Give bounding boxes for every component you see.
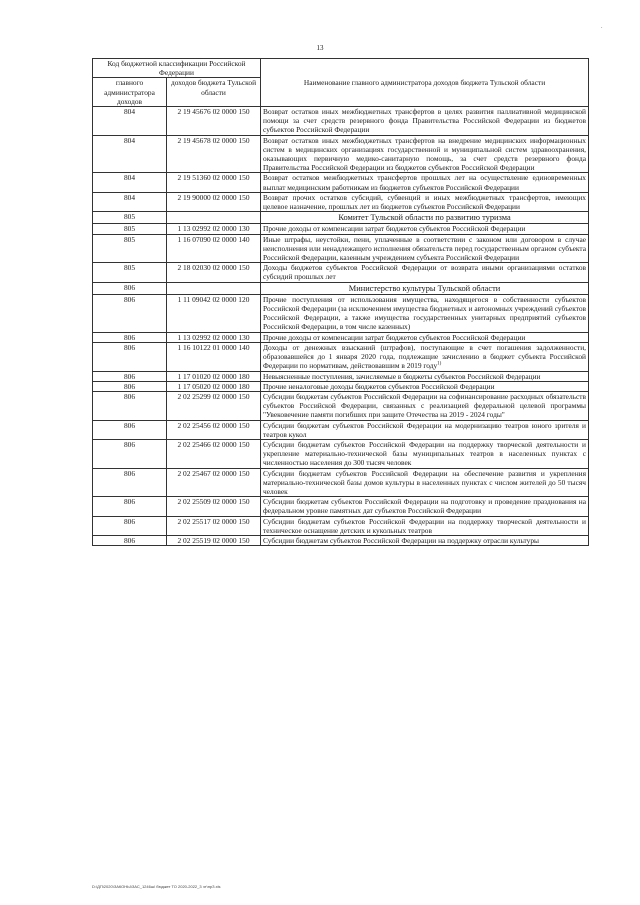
description-text: Субсидии бюджетам субъектов Российской Федерации на софинансирование расходных обязательств субъектов Российской Федерации, связанных с реализацией федеральной целевой программы "Увековечение памяти погибших при защите Отечества на 2019 - 2024 годы" bbox=[263, 391, 587, 420]
description-cell bbox=[261, 371, 589, 381]
income-code-cell: 1 13 02992 02 0000 130 bbox=[167, 332, 261, 342]
page-number: 13 bbox=[316, 44, 324, 52]
income-code-cell: 1 17 05020 02 0000 180 bbox=[167, 381, 261, 391]
table-row bbox=[93, 173, 589, 192]
income-code-cell: 2 02 25519 02 0000 150 bbox=[167, 535, 261, 545]
agency-header-row bbox=[93, 282, 589, 294]
scan-mark: . bbox=[601, 24, 603, 30]
table-row bbox=[93, 332, 589, 342]
description-cell bbox=[261, 263, 589, 282]
income-code-cell: 1 16 10122 01 0000 140 bbox=[167, 342, 261, 371]
income-code-cell: 1 13 02992 02 0000 130 bbox=[167, 224, 261, 234]
admin-code-cell: 806 bbox=[93, 516, 167, 535]
description-cell bbox=[261, 135, 589, 173]
description-cell bbox=[261, 391, 589, 420]
description-cell bbox=[261, 294, 589, 332]
table-row bbox=[93, 234, 589, 263]
table-row bbox=[93, 294, 589, 332]
agency-header-row bbox=[93, 212, 589, 224]
table-row bbox=[93, 420, 589, 439]
description-cell bbox=[261, 439, 589, 468]
admin-code-cell: 804 bbox=[93, 173, 167, 192]
admin-code-cell: 804 bbox=[93, 107, 167, 136]
admin-code-cell: 805 bbox=[93, 234, 167, 263]
table-row bbox=[93, 381, 589, 391]
admin-code-cell: 806 bbox=[93, 391, 167, 420]
admin-code-cell: 806 bbox=[93, 282, 167, 294]
file-path-footer: D:\ДП\2020\ЗАКОНЫ\ЗАС_1246ш\ бюджет ТО 2020-2022_3 чт\прЗ.xls bbox=[92, 884, 221, 889]
table-row bbox=[93, 468, 589, 497]
description-text: Прочие доходы от компенсации затрат бюджетов субъектов Российской Федерации bbox=[263, 332, 526, 342]
income-code-cell: 2 19 90000 02 0000 150 bbox=[167, 192, 261, 211]
description-text: Субсидии бюджетам субъектов Российской Федерации на поддержку творческой деятельности и укрепление материально-технической базы муниципальных театров в населенных пунктах с численностью населения до 300 тысяч человек bbox=[263, 439, 587, 468]
income-code-cell: 1 17 01020 02 0000 180 bbox=[167, 371, 261, 381]
table-row bbox=[93, 516, 589, 535]
admin-code-cell: 806 bbox=[93, 332, 167, 342]
description-text: Прочие доходы от компенсации затрат бюджетов субъектов Российской Федерации bbox=[263, 224, 526, 234]
table-row bbox=[93, 342, 589, 371]
income-code-cell: 1 11 09042 02 0000 120 bbox=[167, 294, 261, 332]
description-cell bbox=[261, 468, 589, 497]
description-text: Возврат остатков иных межбюджетных трансфертов на внедрение медицинских информационных систем в медицинских организациях государственной и муниципальной систем здравоохранения, оказывающих первичную медико-санитарную помощь, за счет средств резервного фонда Правительства Российской Федерации из бюджетов субъектов Российской Федерации bbox=[263, 135, 587, 173]
description-text: Доходы бюджетов субъектов Российской Федерации от возврата иными организациями остатков субсидий прошлых лет bbox=[263, 263, 587, 282]
description-text: Доходы от денежных взысканий (штрафов), поступающие в счет погашения задолженности, образовавшейся до 1 января 2020 года, подлежащие зачислению в бюджет субъекта Российской Федерации по нормативам, действовавшим в 2019 году bbox=[263, 342, 587, 371]
table-row bbox=[93, 535, 589, 545]
header-code-title: Код бюджетной классификации Российской Федерации bbox=[93, 59, 261, 78]
income-code-cell bbox=[167, 212, 261, 224]
income-code-cell bbox=[167, 282, 261, 294]
admin-code-cell: 806 bbox=[93, 497, 167, 516]
description-text: Возврат остатков иных межбюджетных трансфертов в целях развития паллиативной медицинской помощи за счет средств резервного фонда Правительства Российской Федерации из бюджетов субъектов Российской Федерации bbox=[263, 107, 587, 135]
revenue-admin-table bbox=[92, 58, 589, 546]
table-row bbox=[93, 497, 589, 516]
description-text: Невыясненные поступления, зачисляемые в бюджеты субъектов Российской Федерации bbox=[263, 371, 541, 381]
description-cell bbox=[261, 224, 589, 234]
agency-name-cell bbox=[261, 282, 589, 294]
admin-code-cell: 805 bbox=[93, 224, 167, 234]
description-text: Комитет Тульской области по развитию туризма bbox=[338, 213, 511, 223]
description-text: Министерство культуры Тульской области bbox=[348, 283, 501, 293]
agency-name-cell bbox=[261, 212, 589, 224]
income-code-cell: 2 02 25467 02 0000 150 bbox=[167, 468, 261, 497]
description-cell bbox=[261, 535, 589, 545]
table-row bbox=[93, 263, 589, 282]
admin-code-cell: 805 bbox=[93, 212, 167, 224]
income-code-cell: 2 02 25509 02 0000 150 bbox=[167, 497, 261, 516]
description-cell bbox=[261, 234, 589, 263]
description-text: Субсидии бюджетам субъектов Российской Федерации на подготовку и проведение празднования на федеральном уровне памятных дат субъектов Российской Федерации bbox=[263, 497, 587, 516]
admin-code-cell: 806 bbox=[93, 439, 167, 468]
admin-code-cell: 804 bbox=[93, 135, 167, 173]
table-body bbox=[93, 107, 589, 546]
admin-code-cell: 806 bbox=[93, 381, 167, 391]
description-cell bbox=[261, 381, 589, 391]
description-cell bbox=[261, 342, 589, 371]
table-row bbox=[93, 107, 589, 136]
description-cell bbox=[261, 332, 589, 342]
header-admin-column: главного администратора доходов bbox=[93, 78, 167, 107]
header-income-column: доходов бюджета Тульской области bbox=[167, 78, 261, 107]
admin-code-cell: 806 bbox=[93, 294, 167, 332]
income-code-cell: 2 02 25299 02 0000 150 bbox=[167, 391, 261, 420]
header-name-column: Наименование главного администратора доходов бюджета Тульской области bbox=[261, 59, 589, 107]
description-text: Возврат остатков межбюджетных трансфертов прошлых лет на осуществление единовременных выплат медицинским работникам из бюджетов субъектов Российской Федерации bbox=[263, 173, 587, 192]
table-row bbox=[93, 391, 589, 420]
admin-code-cell: 806 bbox=[93, 342, 167, 371]
income-code-cell: 1 16 07090 02 0000 140 bbox=[167, 234, 261, 263]
description-cell bbox=[261, 192, 589, 211]
table-header-row bbox=[93, 59, 589, 78]
income-code-cell: 2 19 51360 02 0000 150 bbox=[167, 173, 261, 192]
table-row bbox=[93, 439, 589, 468]
income-code-cell: 2 02 25456 02 0000 150 bbox=[167, 420, 261, 439]
description-text: Субсидии бюджетам субъектов Российской Федерации на поддержку отрасли культуры bbox=[263, 535, 540, 545]
income-code-cell: 2 18 02030 02 0000 150 bbox=[167, 263, 261, 282]
description-cell bbox=[261, 173, 589, 192]
description-cell bbox=[261, 420, 589, 439]
admin-code-cell: 804 bbox=[93, 192, 167, 211]
description-text: Прочие поступления от использования имущества, находящегося в собственности субъектов Российской Федерации (за исключением имущества бюджетных и автономных учреждений субъектов Российской Федерации, а также имущества государственных унитарных предприятий субъектов Российской Федерации, в том числе казенных) bbox=[263, 294, 587, 332]
income-code-cell: 2 02 25466 02 0000 150 bbox=[167, 439, 261, 468]
table-row bbox=[93, 224, 589, 234]
admin-code-cell: 806 bbox=[93, 535, 167, 545]
admin-code-cell: 805 bbox=[93, 263, 167, 282]
income-code-cell: 2 19 45678 02 0000 150 bbox=[167, 135, 261, 173]
table-row bbox=[93, 192, 589, 211]
description-text: Возврат прочих остатков субсидий, субвенций и иных межбюджетных трансфертов, имеющих целевое назначение, прошлых лет из бюджетов субъектов Российской Федерации bbox=[263, 192, 587, 212]
description-text: Прочие неналоговые доходы бюджетов субъектов Российской Федерации bbox=[263, 381, 495, 391]
admin-code-cell: 806 bbox=[93, 371, 167, 381]
footnote-marker: 1) bbox=[437, 361, 442, 367]
description-text: Субсидии бюджетам субъектов Российской Федерации на модернизацию театров юного зрителя и театров кукол bbox=[263, 420, 587, 439]
admin-code-cell: 806 bbox=[93, 420, 167, 439]
description-cell bbox=[261, 516, 589, 535]
income-code-cell: 2 02 25517 02 0000 150 bbox=[167, 516, 261, 535]
admin-code-cell: 806 bbox=[93, 468, 167, 497]
table-row bbox=[93, 371, 589, 381]
description-text: Субсидии бюджетам субъектов Российской Федерации на обеспечение развития и укрепления материально-технической базы домов культуры в населенных пунктах с числом жителей до 50 тысяч человек bbox=[263, 468, 587, 496]
description-cell bbox=[261, 497, 589, 516]
table-row bbox=[93, 135, 589, 173]
description-text: Иные штрафы, неустойки, пени, уплаченные в соответствии с законом или договором в случае неисполнения или ненадлежащего исполнения обязательств перед государственным органом субъекта Российской Федерации, казенным учреждением субъекта Российской Федерации bbox=[263, 234, 587, 263]
description-text: Субсидии бюджетам субъектов Российской Федерации на поддержку творческой деятельности и техническое оснащение детских и кукольных театров bbox=[263, 516, 587, 535]
description-cell bbox=[261, 107, 589, 136]
income-code-cell: 2 19 45676 02 0000 150 bbox=[167, 107, 261, 136]
